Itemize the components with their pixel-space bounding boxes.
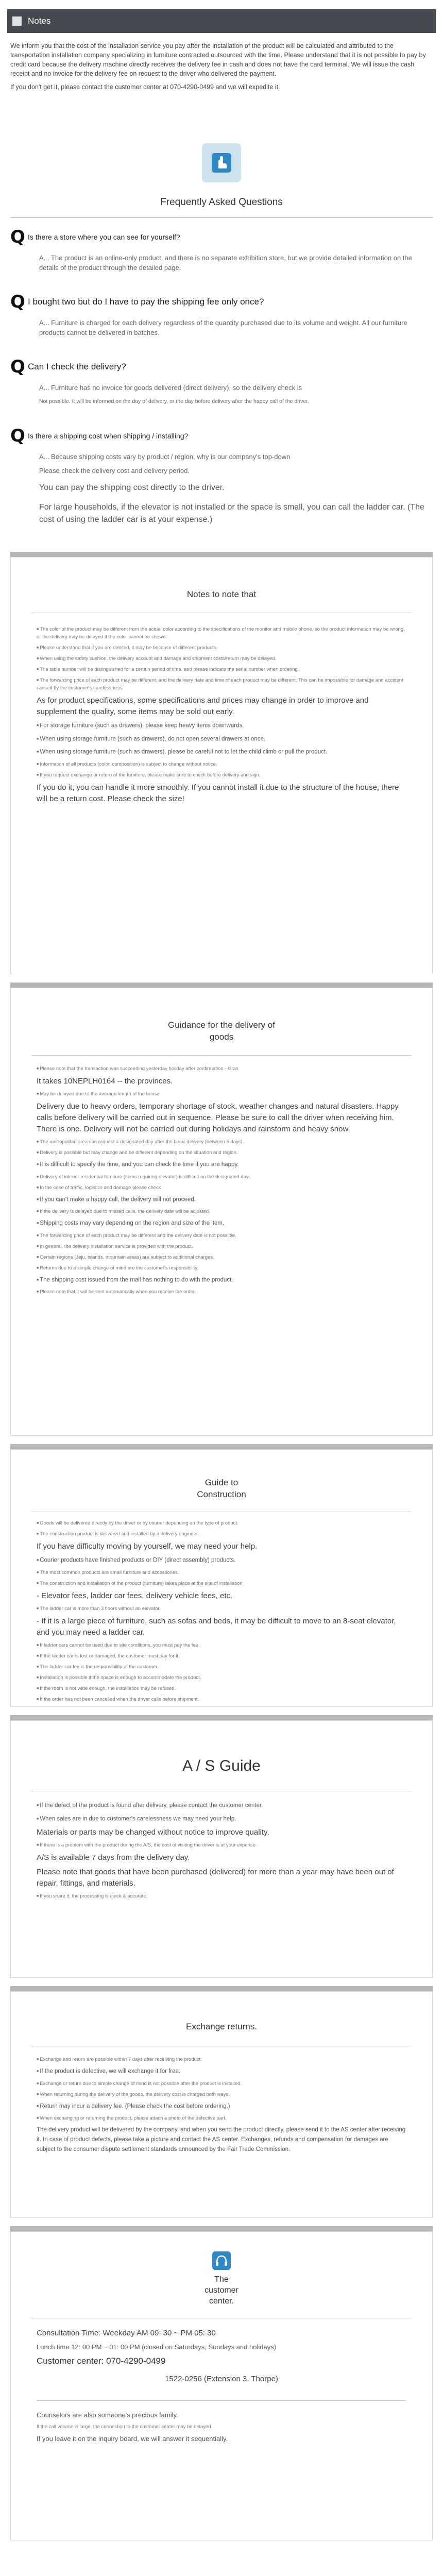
list-line: ■ Please note that the transaction was succeeding yesterday holiday after confirmation - Gras xyxy=(37,1065,406,1073)
faq-answer-highlight: For large households, if the elevator is not installed or the space is small, you can call the ladder car. (The cost of using the ladder car is at your expense.) xyxy=(39,503,424,524)
notes-to-note-section xyxy=(10,557,433,974)
list-line: Please note that goods that have been purchased (delivered) for more than a year may have been out of repair, fittings, and materials. xyxy=(37,1868,394,1888)
faq-answer: A... The product is an online-only product, and there is no separate exhibition store, but we provide detailed information on the details of the product through the detailed page. xyxy=(39,254,412,272)
list-line: If you have difficulty moving by yourself, we may need your help. xyxy=(37,1542,258,1551)
customer-note: Counselors are also someone's precious family. xyxy=(37,2411,178,2419)
list-line: If you do it, you can handle it more smoothly. If you cannot install it due to the structure of the house, there will be a return cost. Please check the size! xyxy=(37,783,399,803)
list-line: ■ Return may incur a delivery fee. (Please check the cost before ordering.) xyxy=(37,2102,406,2112)
q-icon: Q xyxy=(10,292,25,312)
list-line: ■ If the order has not been cancelled when the driver calls before shipment. xyxy=(37,1696,406,1703)
list-line: ■ Certain regions (Jeju, islands, mountain areas) are subject to additional charges. xyxy=(37,1253,406,1261)
list-line: ■ When returning during the delivery of the goods, the delivery cost is charged both ways. xyxy=(37,2091,406,2098)
list-line: ■ For storage furniture (such as drawers), please keep heavy items downwards. xyxy=(37,721,406,731)
list-line: Materials or parts may be changed without notice to improve quality. xyxy=(37,1828,269,1837)
faq-question: I bought two but do I have to pay the shipping fee only once? xyxy=(28,297,264,307)
list-line: ■ Please note that it will be sent automatically when you receive the order. xyxy=(37,1288,406,1296)
list-line: ■ Please understand that if you are deleted, it may be because of different products. xyxy=(37,644,406,652)
delivery-guidance-section xyxy=(10,988,433,1436)
notes-to-note-list xyxy=(11,625,432,805)
notes-paragraph-2: If you don't get it, please contact the customer center at 070-4290-0499 and we will expedite it. xyxy=(10,83,280,91)
section-title: Exchange returns. xyxy=(186,2022,257,2031)
lunch-hours: Lunch time 12: 00 PM ~ 01: 00 PM (closed on Saturdays, Sundays and holidays) xyxy=(37,2343,277,2351)
list-line: ■ If the defect of the product is found after delivery, please contact the customer center. xyxy=(37,1801,406,1811)
list-line: ■ The color of the product may be different from the actual color according to the specifications of the monitor and mobile phone, so the product information may be wrong, or the delivery may be delayed if the color cannot be shown. xyxy=(37,625,406,641)
list-line: ■ If you share it, the processing is quick & accurate. xyxy=(37,1892,406,1900)
q-icon: Q xyxy=(10,357,25,377)
list-line: ■ In general, the delivery installation service is provided with the product. xyxy=(37,1243,406,1250)
list-line: ■ Goods will be delivered directly by the driver or by courier depending on the type of product. xyxy=(37,1519,406,1527)
list-line: ■ When using storage furniture (such as drawers), please be careful not to let the child climb or pull the product. xyxy=(37,747,406,757)
headset-icon xyxy=(211,2250,232,2271)
list-line: A/S is available 7 days from the delivery day. xyxy=(37,1853,190,1862)
faq-item xyxy=(10,293,433,337)
list-line: ■ If you request exchange or return of the furniture, please make sure to check before delivery and sign. xyxy=(37,771,406,779)
faq-answer-note: Not possible. It will be informed on the day of delivery, or the day before delivery after the happy call of the driver. xyxy=(39,398,309,404)
as-guide-list xyxy=(11,1801,432,1900)
list-line: ■ The most common products are small furniture and accessories. xyxy=(37,1569,406,1577)
customer-phone: Customer center: 070-4290-0499 xyxy=(37,2356,166,2366)
faq-item xyxy=(10,228,433,273)
section-title: The customer center. xyxy=(205,2275,238,2306)
notes-title: Notes xyxy=(28,16,51,26)
list-line: ■ Installation is possible if the space is enough to accommodate the product. xyxy=(37,1674,406,1682)
list-line: ■ The ladder car is more than 3 floors without an elevator. xyxy=(37,1605,406,1613)
list-line: ■ The construction product is delivered and installed by a delivery engineer. xyxy=(37,1530,406,1538)
list-line: It takes 10NEPLH0164 -- the provinces. xyxy=(37,1077,173,1086)
section-rule xyxy=(10,552,433,557)
list-line: ■ The ladder car fee is the responsibility of the customer. xyxy=(37,1663,406,1671)
faq-question: Is there a shipping cost when shipping / installing? xyxy=(28,432,189,440)
list-line: Delivery due to heavy orders, temporary shortage of stock, weather changes and natural disasters. Happy calls before delivery will be carried out in sequence. Please be sure to call the driver when receiving him. There is one. Delivery will not be carried out during holidays and rainstorm and heavy snow. xyxy=(37,1102,399,1134)
faq-hand-icon xyxy=(202,143,241,182)
list-line: ■ If the ladder car is lost or damaged, the customer must pay for it. xyxy=(37,1652,406,1660)
list-line: ■ When using the safety cushion, the delivery account and damage and shipment costs/return may be delayed. xyxy=(37,655,406,663)
list-line: ■ If the room is not wide enough, the installation may be refused. xyxy=(37,1685,406,1692)
list-line: ■ In the case of traffic, logistics and damage please check xyxy=(37,1184,406,1192)
list-line: ■ The metropolitan area can request a designated day after the basic delivery (between 5 days). xyxy=(37,1138,406,1146)
faq-title: Frequently Asked Questions xyxy=(160,197,283,208)
faq-divider xyxy=(10,217,433,218)
list-line: ■ Delivery is possible but may change and be different depending on the situation and region. xyxy=(37,1149,406,1157)
list-line: ■ The shipping cost issued from the mail has nothing to do with the product. xyxy=(37,1275,406,1285)
faq-answer: A... Furniture has no invoice for goods delivered (direct delivery), so the delivery check is Not possible. It will be informed on the day of delivery, or the day before delivery after the happy call of the driver. xyxy=(39,383,433,406)
section-rule xyxy=(10,982,433,988)
construction-list xyxy=(11,1519,432,1703)
list-line: ■ Exchange and return are possible within 7 days after receiving the product. xyxy=(37,2056,406,2063)
list-line: As for product specifications, some specifications and prices may change in order to improve and supplement the quality, some items may be sold out early. xyxy=(37,696,369,717)
list-line: ■ Courier products have finished products or DIY (direct assembly) products. xyxy=(37,1555,406,1566)
customer-phone-2: 1522-0256 (Extension 3. Thorpe) xyxy=(165,2375,278,2383)
list-line: ■ When using storage furniture (such as drawers), do not open several drawers at once. xyxy=(37,734,406,744)
exchange-section xyxy=(10,1991,433,2218)
list-line: ■ If the delivery is delayed due to missed calls, the delivery date will be adjusted. xyxy=(37,1208,406,1215)
list-line: ■ The table number will be distinguished for a certain period of time, and please indicate the serial number when ordering. xyxy=(37,666,406,673)
exchange-list xyxy=(11,2056,432,2155)
section-title: A / S Guide xyxy=(182,1757,261,1774)
faq-question: Can I check the delivery? xyxy=(28,362,126,371)
list-line: - Elevator fees, ladder car fees, delivery vehicle fees, etc. xyxy=(37,1591,233,1600)
delivery-guidance-list xyxy=(11,1065,432,1296)
customer-note: If you leave it on the inquiry board, we will answer it sequentially. xyxy=(37,2435,228,2443)
faq-item xyxy=(10,427,433,526)
faq-answer: A... Because shipping costs vary by product / region, why is our company's top-down Please check the delivery cost and delivery period. You can pay the shipping cost directly to the driver. For large households, if the elevator is not installed or the space is small, you can call the ladder car. (The cost of using the ladder car is at your expense.) xyxy=(39,452,433,526)
list-line: - If it is a large piece of furniture, such as sofas and beds, it may be difficult to move to an 8-seat elevator, and you may need a ladder car. xyxy=(37,1616,396,1637)
list-line: ■ Delivery of interior residential furniture (items requiring elevator) is difficult on the designated day. xyxy=(37,1173,406,1181)
section-title: Notes to note that xyxy=(186,589,257,599)
list-line: ■ Exchange or return due to simple change of mind is not possible after the product is installed. xyxy=(37,2080,406,2088)
list-line: ■ When sales are in due to customer's carelessness we may need your help. xyxy=(37,1814,406,1824)
customer-center-section xyxy=(10,2231,433,2540)
faq-question: Is there a store where you can see for yourself? xyxy=(28,233,180,241)
consultation-hours: Consultation Time: Weekday AM 09: 30 ~ PM 05: 30 xyxy=(37,2329,216,2337)
list-line: ■ The construction and installation of the product (furniture) takes place at the site of installation. xyxy=(37,1580,406,1587)
section-title: Guidance for the delivery of goods xyxy=(168,1020,275,1042)
section-rule xyxy=(10,2226,433,2231)
faq-item xyxy=(10,358,433,406)
list-line: ■ May be delayed due to the average length of the house. xyxy=(37,1090,406,1098)
list-line: ■ Information of all products (color, composition) is subject to change without notice. xyxy=(37,760,406,768)
list-line: ■ The forwarding price of each product may be different and the delivery date is not possible. xyxy=(37,1232,406,1240)
notes-square-icon xyxy=(12,16,22,26)
notes-header xyxy=(7,9,436,33)
list-line: ■ If ladder cars cannot be used due to site conditions, you must pay the fee. xyxy=(37,1641,406,1649)
section-rule xyxy=(10,1444,433,1449)
list-line: ■ It is difficult to specify the time, and you can check the time if you are happy. xyxy=(37,1160,406,1170)
list-line: ■ Shipping costs may vary depending on the region and size of the item. xyxy=(37,1218,406,1229)
notes-body xyxy=(10,41,433,92)
list-line: ■ When exchanging or returning the product, please attach a photo of the defective part. xyxy=(37,2114,406,2122)
list-line: ■ If there is a problem with the product during the A/S, the cost of visiting the driver is at your expense. xyxy=(37,1841,406,1849)
list-line: ■ Returns due to a simple change of mind are the customer's responsibility. xyxy=(37,1264,406,1272)
faq-answer: A... Furniture is charged for each delivery regardless of the quantity purchased due to its volume and weight. All our furniture products cannot be delivered in batches. xyxy=(39,319,407,336)
section-title: Guide to Construction xyxy=(197,1478,246,1499)
page xyxy=(0,9,443,2540)
list-line: The delivery product will be delivered by the company, and when you send the product directly, please send it to the AS center after receiving it. In case of product defects, please take a picture and contact the AS center. Exchanges, refunds and compensation for damages are subject to the consumer dispute settlement standards announced by the Fair Trade Commission. xyxy=(37,2127,406,2153)
customer-note: If the call volume is large, the connection to the customer center may be delayed. xyxy=(37,2424,213,2430)
construction-section xyxy=(10,1449,433,1707)
section-rule xyxy=(10,1715,433,1720)
q-icon: Q xyxy=(10,426,25,446)
list-line: ■ If you can't make a happy call, the delivery will not proceed. xyxy=(37,1195,406,1205)
notes-paragraph: We inform you that the cost of the installation service you pay after the installation of the product will be calculated and attributed to the transportation installation company specializing in furniture contracted outsourced with the time. Please understand that it is not possible to pay by credit card because the delivery machine directly receives the delivery fee in cash and does not have the card terminal. We will issue the cash receipt and no invoice for the delivery fee on request to the driver who delivered the payment. xyxy=(10,42,426,77)
as-guide-section xyxy=(10,1720,433,1978)
q-icon: Q xyxy=(10,227,25,247)
section-rule xyxy=(10,1986,433,1991)
list-line: ■ If the product is defective, we will exchange it for free. xyxy=(37,2066,406,2077)
list-line: ■ The forwarding price of each product may be different, and the delivery date and time of each product may be different. This can be impossible for damage and accident caused by the customer's carelessness. xyxy=(37,676,406,692)
faq-answer-highlight: You can pay the shipping cost directly to the driver. xyxy=(39,483,225,492)
